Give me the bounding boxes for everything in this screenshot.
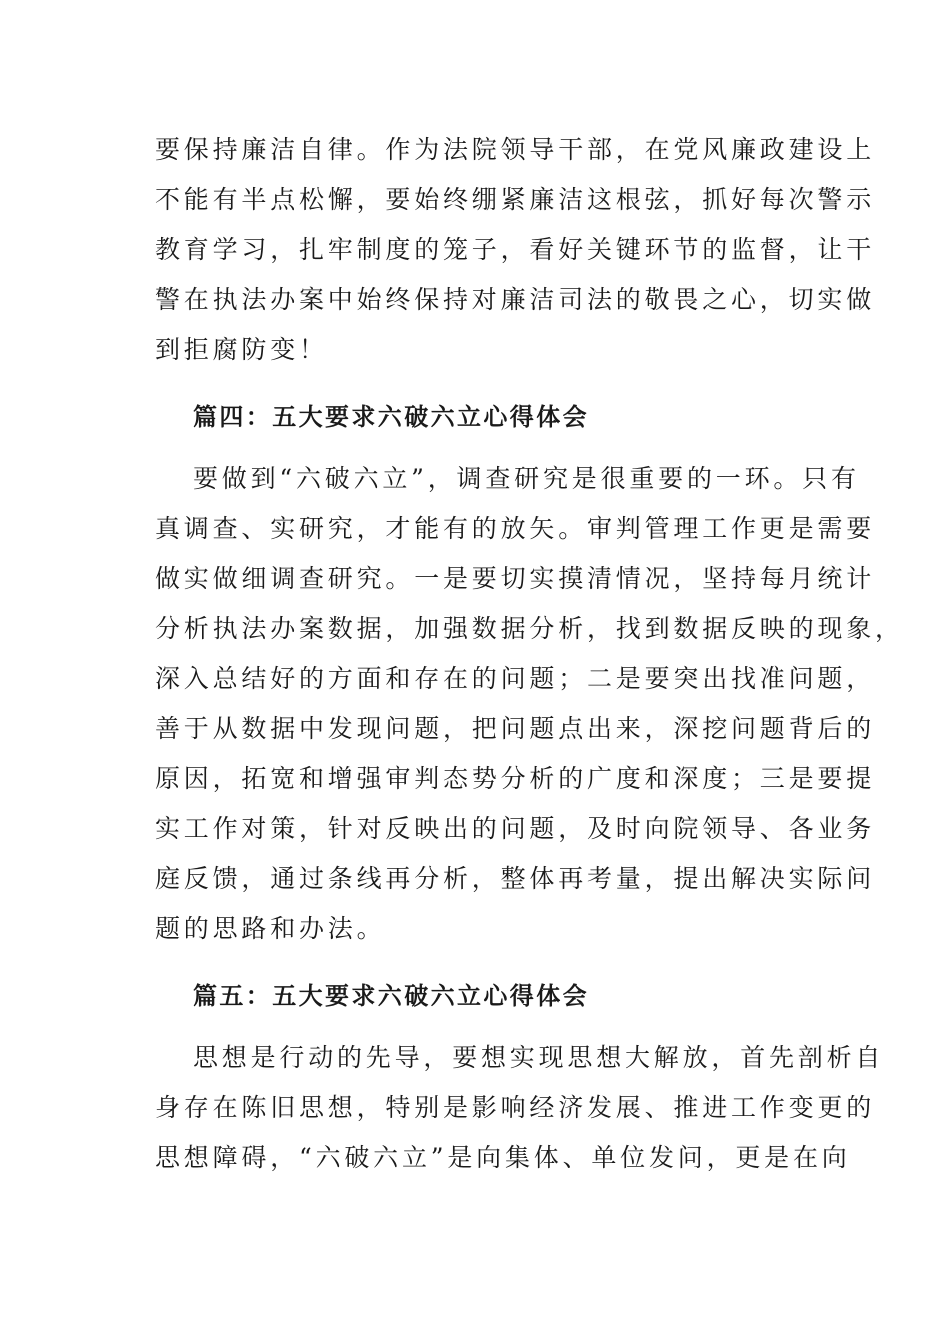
section-heading: 篇五：五大要求六破六立心得体会 <box>193 981 589 1010</box>
paragraph-line: 庭反馈，通过条线再分析，整体再考量，提出解决实际问 <box>155 864 876 893</box>
paragraph-line: 分析执法办案数据，加强数据分析，找到数据反映的现象， <box>155 614 904 643</box>
paragraph-line: 教育学习，扎牢制度的笼子，看好关键环节的监督，让干 <box>155 235 876 264</box>
paragraph-line: 要保持廉洁自律。作为法院领导干部，在党风廉政建设上 <box>155 135 876 164</box>
paragraph-line: 真调查、实研究，才能有的放矢。审判管理工作更是需要 <box>155 514 876 543</box>
paragraph-line: 身存在陈旧思想，特别是影响经济发展、推进工作变更的 <box>155 1093 876 1122</box>
paragraph-line: 原因，拓宽和增强审判态势分析的广度和深度；三是要提 <box>155 764 876 793</box>
paragraph-line: 深入总结好的方面和存在的问题；二是要突出找准问题， <box>155 664 876 693</box>
section-heading: 篇四：五大要求六破六立心得体会 <box>193 402 589 431</box>
paragraph-line: 到拒腐防变！ <box>155 335 328 364</box>
paragraph-line: 题的思路和办法。 <box>155 914 386 943</box>
paragraph-line: 思想障碍，“六破六立”是向集体、单位发问，更是在向 <box>155 1143 851 1172</box>
paragraph-line: 做实做细调查研究。一是要切实摸清情况，坚持每月统计 <box>155 564 876 593</box>
paragraph-line: 不能有半点松懈，要始终绷紧廉洁这根弦，抓好每次警示 <box>155 185 876 214</box>
paragraph-line: 思想是行动的先导，要想实现思想大解放，首先剖析自 <box>193 1043 885 1072</box>
paragraph-line: 要做到“六破六立”，调查研究是很重要的一环。只有 <box>193 464 860 493</box>
paragraph-line: 善于从数据中发现问题，把问题点出来，深挖问题背后的 <box>155 714 876 743</box>
paragraph-line: 警在执法办案中始终保持对廉洁司法的敬畏之心，切实做 <box>155 285 876 314</box>
paragraph-line: 实工作对策，针对反映出的问题，及时向院领导、各业务 <box>155 814 876 843</box>
